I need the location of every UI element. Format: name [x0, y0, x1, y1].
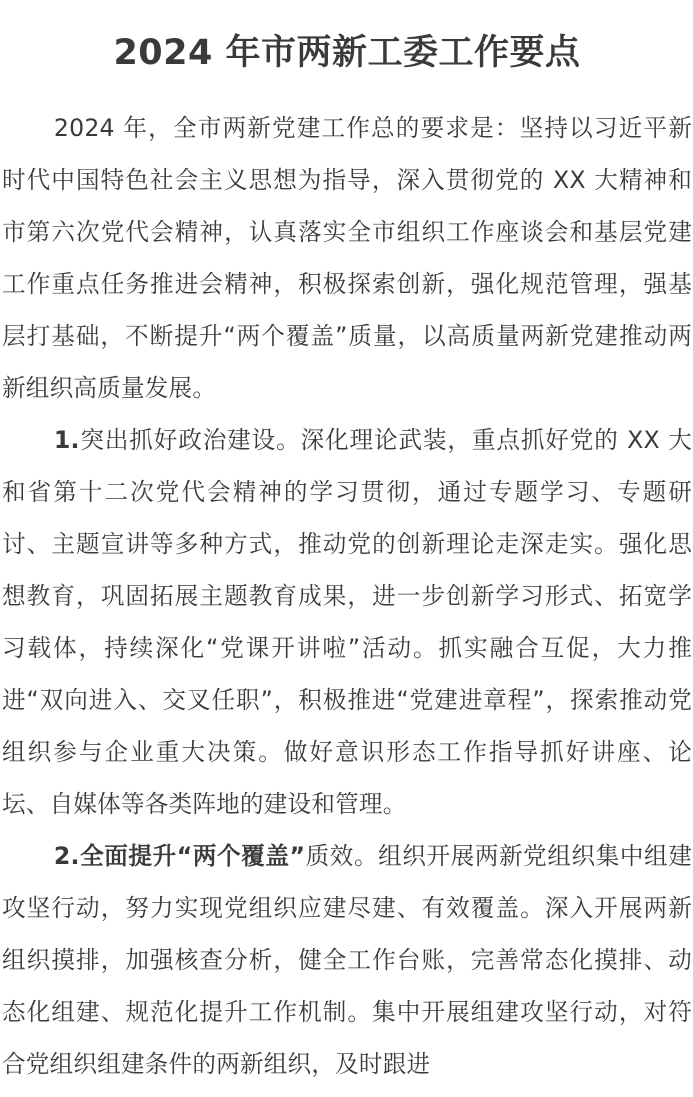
- item-number-1: 1.: [53, 426, 80, 454]
- intro-paragraph: 2024 年，全市两新党建工作总的要求是：坚持以习近平新时代中国特色社会主义思想为指导，深入贯彻党的 XX 大精神和市第六次党代会精神，认真落实全市组织工作座谈会和基层党建工作重点任务推进会精神，积极探索创新，强化规范管理，强基层打基础，不断提升“两个覆盖”质量，以高质量两新党建推动两新组织高质量发展。: [2, 114, 692, 402]
- item-number-2: 2.: [53, 842, 80, 870]
- item-paragraph-1: [2, 414, 692, 830]
- item-keyword-2: 全面提升“两个覆盖”: [79, 842, 306, 870]
- item-text-2: 质效。组织开展两新党组织集中组建攻坚行动，努力实现党组织应建尽建、有效覆盖。深入开展两新组织摸排，加强核查分析，健全工作台账，完善常态化摸排、动态化组建、规范化提升工作机制。集中开展组建攻坚行动，对符合党组织组建条件的两新组织，及时跟进: [2, 842, 693, 1078]
- item-paragraph-2: [2, 830, 692, 1090]
- item-text-1: 突出抓好政治建设。深化理论武装，重点抓好党的 XX 大和省第十二次党代会精神的学习贯彻，通过专题学习、专题研讨、主题宣讲等多种方式，推动党的创新理论走深走实。强化思想教育，巩固拓展主题教育成果，进一步创新学习形式、拓宽学习载体，持续深化“党课开讲啦”活动。抓实融合互促，大力推进“双向进入、交叉任职”，积极推进“党建进章程”，探索推动党组织参与企业重大决策。做好意识形态工作指导抓好讲座、论坛、自媒体等各类阵地的建设和管理。: [2, 426, 692, 818]
- document-body: [2, 102, 692, 1090]
- document-title: 2024 年市两新工委工作要点: [113, 33, 581, 73]
